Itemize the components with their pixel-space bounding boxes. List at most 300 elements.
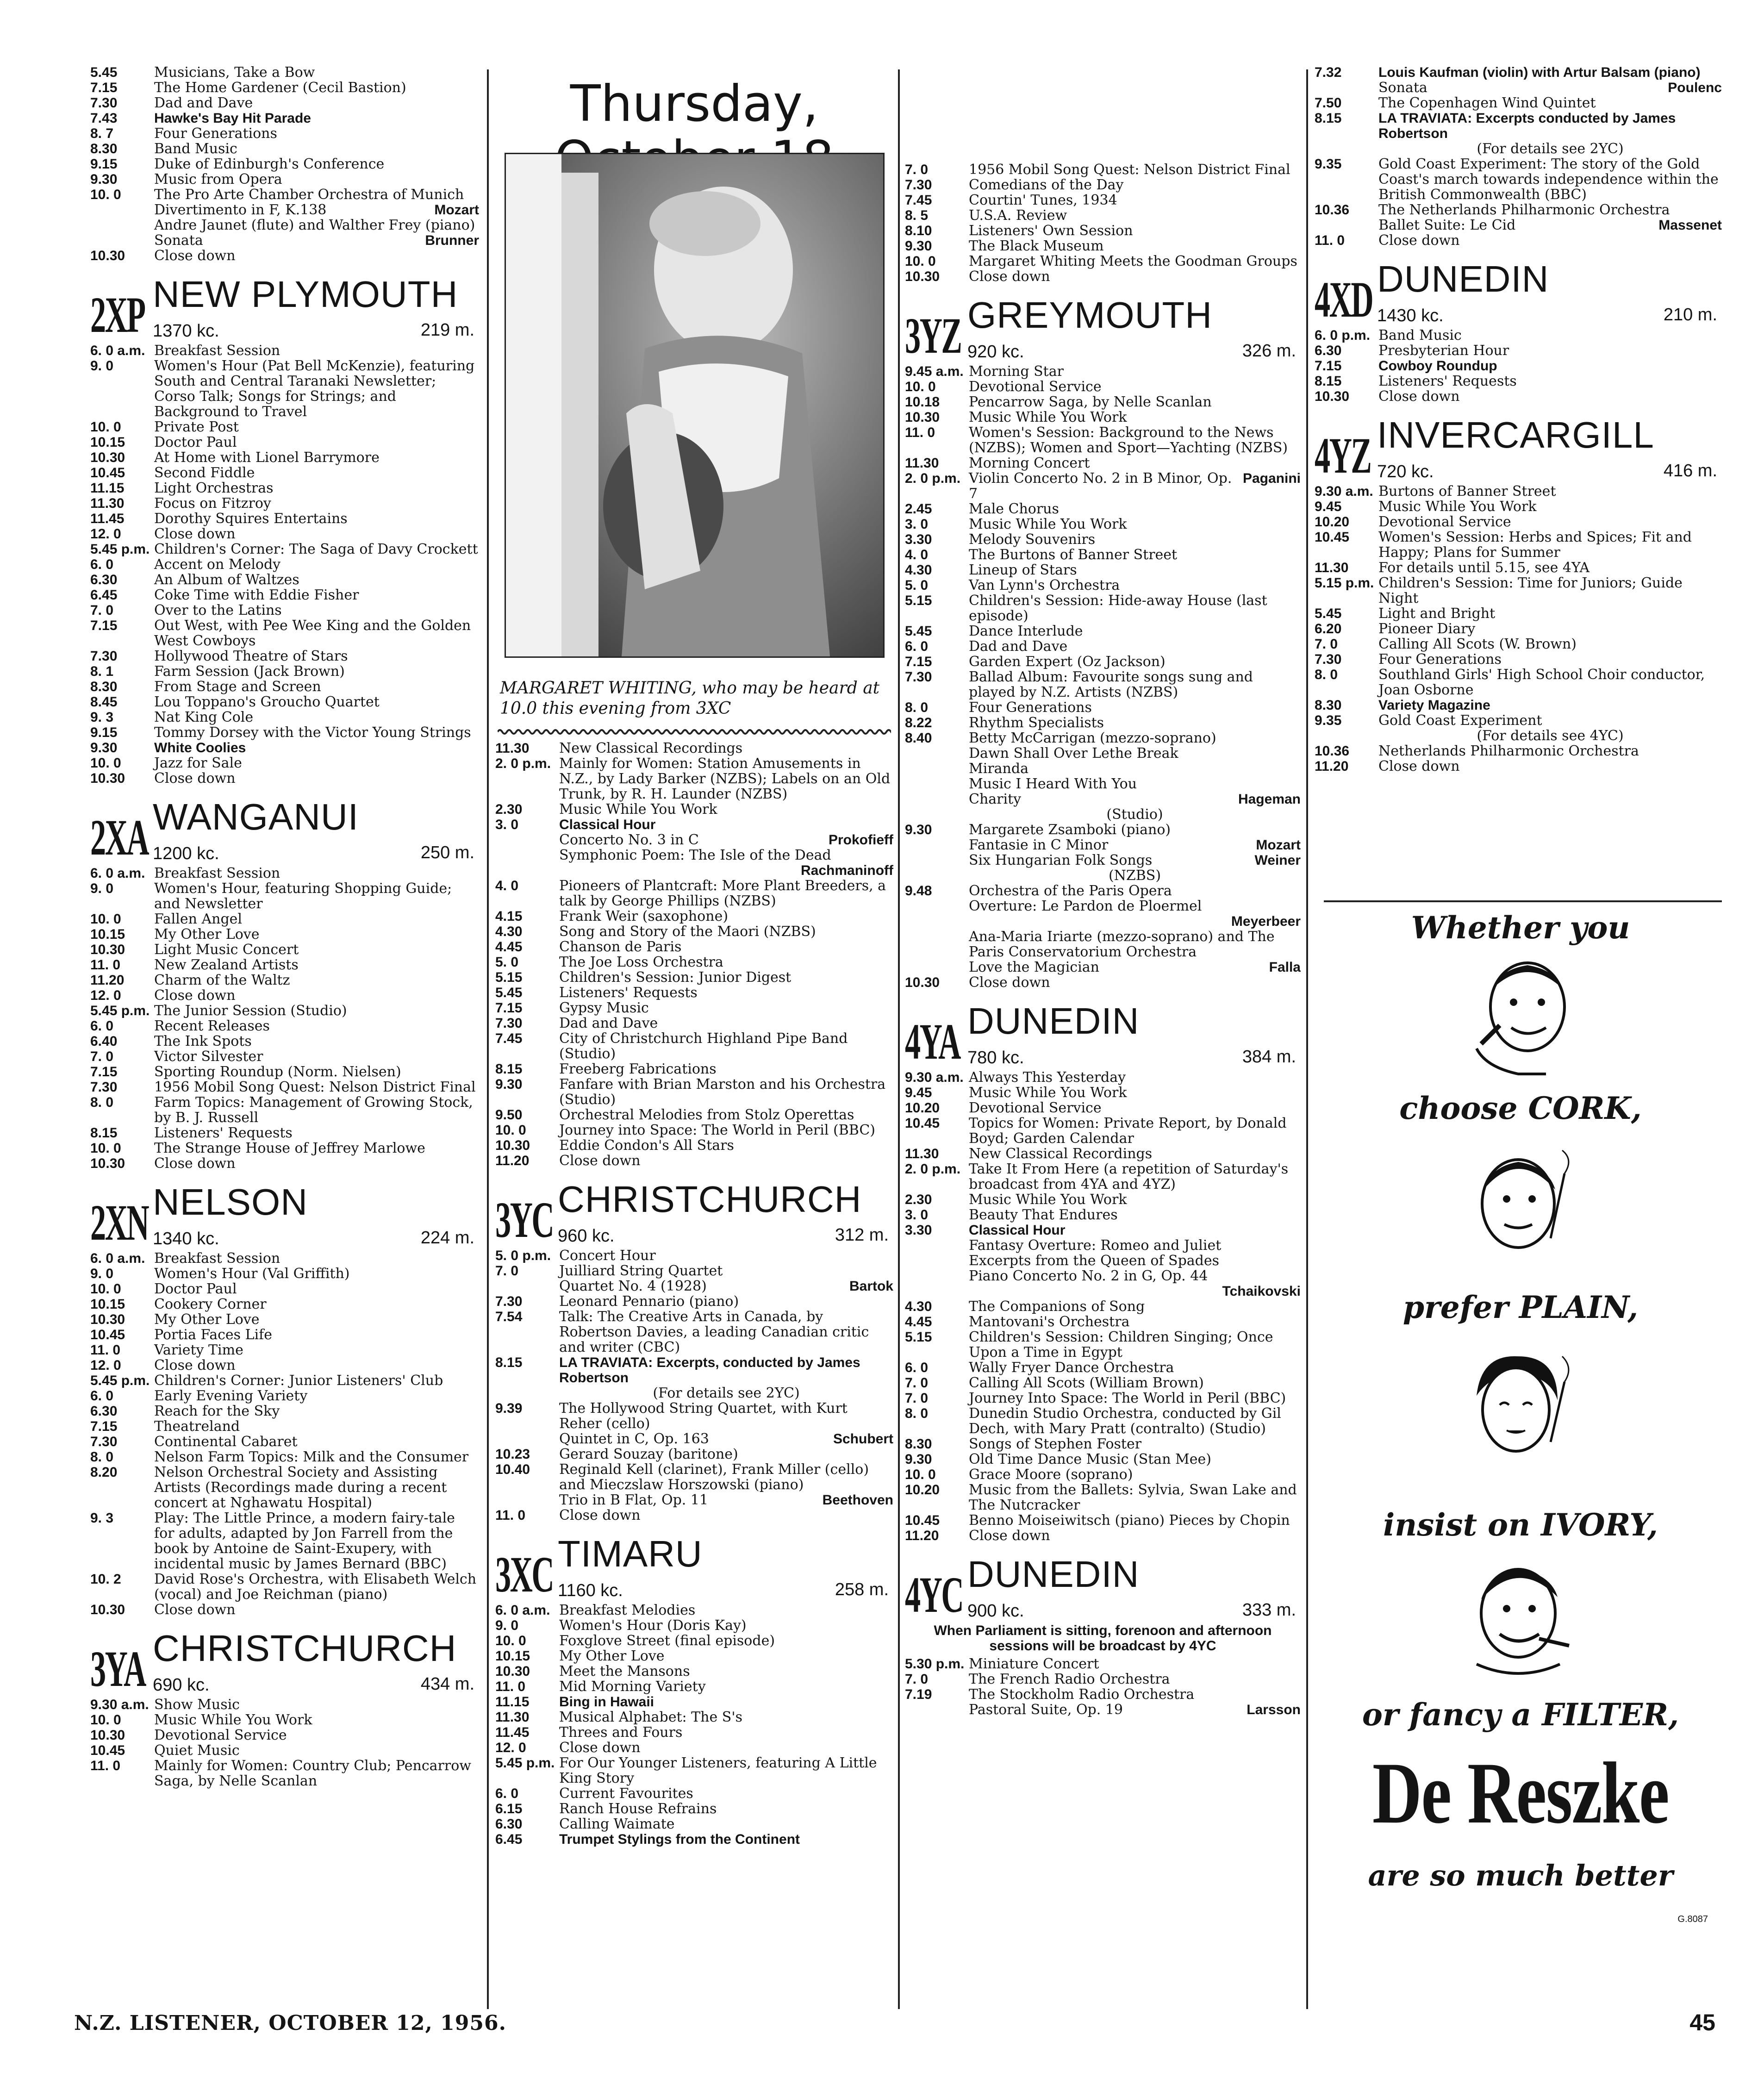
program-row [90, 572, 479, 587]
program-row [495, 817, 893, 832]
station-header-4ya [905, 998, 1301, 1070]
program-row [495, 909, 893, 924]
station-name: GREYMOUTH [967, 294, 1212, 336]
program-row [495, 1710, 893, 1725]
program-row [905, 578, 1301, 593]
program-title: Dad and Dave [154, 95, 253, 111]
program-list [90, 1251, 479, 1617]
program-row [905, 471, 1301, 501]
program-row [90, 1388, 479, 1404]
program-list [1315, 484, 1722, 774]
program-title: Women's Hour (Val Griffith) [154, 1266, 350, 1282]
program-time: 10.45 [90, 1327, 125, 1342]
program-time: 10.20 [905, 1482, 940, 1498]
program-time: 12. 0 [90, 988, 121, 1003]
program-row [1315, 606, 1722, 621]
program-row [905, 1656, 1301, 1672]
program-row [90, 694, 479, 710]
station-callsign: 4YC [905, 1567, 963, 1623]
program-title: Journey Into Space: The World in Peril (BBC) [969, 1390, 1286, 1406]
composer-name: Tchaikovski [1222, 1284, 1301, 1299]
program-time: 10.30 [905, 975, 940, 990]
program-row [495, 970, 893, 985]
program-title: Close down [1378, 758, 1460, 774]
program-title: My Other Love [559, 1648, 665, 1664]
program-title: Fanfare with Brian Marston and his Orchestra (Studio) [559, 1076, 886, 1108]
program-time: 4.45 [495, 939, 523, 955]
program-title: Morning Star [969, 363, 1064, 380]
program-time: 8.15 [495, 1061, 523, 1077]
program-list [1315, 65, 1722, 248]
program-title: Garden Expert (Oz Jackson) [969, 654, 1166, 670]
program-row [1315, 499, 1722, 514]
program-row [90, 557, 479, 572]
station-name: NELSON [153, 1181, 308, 1223]
program-time: 10.30 [495, 1138, 530, 1153]
composer-name: Paganini [1242, 471, 1301, 486]
program-time: 8. 0 [905, 1406, 929, 1421]
parliament-notice: When Parliament is sitting, forenoon and afternoon sessions will be broadcast by 4YC [934, 1623, 1272, 1654]
program-time: 6. 0 a.m. [90, 1251, 145, 1266]
program-title: Victor Silvester [154, 1048, 263, 1065]
program-title: Andre Jaunet (flute) and Walther Frey (piano) [154, 217, 475, 233]
program-row [90, 988, 479, 1003]
program-title: Juilliard String Quartet [559, 1263, 723, 1279]
station-frequency: 1340 kc. [153, 1229, 219, 1248]
program-title: The Home Gardener (Cecil Bastion) [154, 80, 406, 96]
program-row [905, 223, 1301, 238]
program-row [90, 1510, 479, 1572]
program-row [90, 1434, 479, 1449]
program-title: Breakfast Session [154, 343, 280, 359]
program-title: Concert Hour [559, 1248, 656, 1264]
composer-name: Mozart [434, 202, 479, 218]
page-title: Thursday, [570, 75, 819, 133]
program-title: Fallen Angel [154, 911, 243, 927]
program-row [90, 1697, 479, 1712]
program-time: 10.30 [1315, 389, 1350, 404]
program-title: Gold Coast Experiment: The story of the Gold Coast's march towards independence within the British Commonwealth (BBC) [1378, 156, 1719, 203]
program-title: Old Time Dance Music (Stan Mee) [969, 1451, 1211, 1467]
program-title: Breakfast Session [154, 865, 280, 881]
program-row [905, 238, 1301, 254]
program-title: Songs of Stephen Foster [969, 1436, 1142, 1452]
program-title: Cookery Corner [154, 1296, 267, 1312]
program-row [1315, 374, 1722, 389]
program-title: Nelson Farm Topics: Milk and the Consumer [154, 1449, 469, 1465]
program-time: 10.15 [495, 1648, 530, 1664]
program-title: Overture: Le Pardon de Ploermel [969, 898, 1202, 914]
program-time: 10.30 [90, 1156, 125, 1171]
program-title: Light Music Concert [154, 942, 299, 958]
program-row [1315, 514, 1722, 530]
program-row [495, 1664, 893, 1679]
program-time: 2.45 [905, 501, 932, 517]
program-time: 5.45 p.m. [90, 542, 150, 557]
program-title: Benno Moiseiwitsch (piano) Pieces by Chopin [969, 1512, 1290, 1529]
program-title: Mainly for Women: Station Amusements in N.Z., by Lady Barker (NZBS); Labels on an Old Trunk, by R. H. Launder (NZBS) [559, 755, 891, 802]
program-title: LA TRAVIATA: Excerpts, conducted by James Robertson [559, 1355, 860, 1386]
program-title: Ballad Album: Favourite songs sung and played by N.Z. Artists (NZBS) [969, 669, 1253, 700]
program-row [905, 208, 1301, 223]
program-time: 8.30 [90, 141, 118, 156]
program-time: 6.30 [1315, 343, 1342, 358]
program-title: Lou Toppano's Groucho Quartet [154, 694, 380, 710]
program-time: 9. 3 [90, 1510, 114, 1526]
program-row [1315, 698, 1722, 713]
program-time: 7. 0 [90, 1049, 114, 1064]
page-number: 45 [1689, 2010, 1715, 2035]
wavy-divider [498, 728, 891, 736]
program-time: 7.45 [905, 193, 932, 208]
program-time: 2.30 [905, 1192, 932, 1207]
program-row [90, 126, 479, 141]
program-row [905, 761, 1301, 776]
program-time: 8.15 [1315, 111, 1342, 126]
program-title: Dad and Dave [559, 1015, 658, 1031]
program-time: 11.20 [90, 973, 125, 988]
program-time: 8.40 [905, 730, 932, 746]
program-title: (For details see 2YC) [1477, 141, 1624, 157]
program-row [1315, 156, 1722, 202]
program-row [905, 1070, 1301, 1085]
program-row [495, 1447, 893, 1462]
program-time: 10.30 [495, 1664, 530, 1679]
program-title: Coke Time with Eddie Fisher [154, 587, 359, 603]
program-title: U.S.A. Review [969, 207, 1067, 224]
program-row [495, 1725, 893, 1740]
program-row [905, 1085, 1301, 1100]
program-time: 3. 0 [905, 517, 929, 532]
composer-name: Prokofieff [828, 832, 893, 848]
station-callsign: 4YA [905, 1013, 960, 1070]
program-time: 7.15 [90, 1419, 118, 1434]
ad-line-4: insist on IVORY, [1383, 1507, 1658, 1543]
program-row [905, 1672, 1301, 1687]
program-title: Presbyterian Hour [1378, 343, 1509, 359]
program-title: Doctor Paul [154, 434, 237, 450]
program-time: 10.30 [90, 248, 125, 263]
program-time: 12. 0 [90, 526, 121, 542]
program-title: Orchestral Melodies from Stolz Operettas [559, 1107, 854, 1123]
program-row [495, 1061, 893, 1077]
program-row [90, 343, 479, 358]
program-title: Musical Alphabet: The S's [559, 1709, 742, 1725]
station-wavelength: 416 m. [1663, 461, 1717, 481]
program-row [90, 881, 479, 911]
program-row [905, 425, 1301, 456]
program-title: Margarete Zsamboki (piano) [969, 822, 1171, 838]
program-time: 10.23 [495, 1447, 530, 1462]
program-time: 6. 0 p.m. [1315, 328, 1371, 343]
program-title: Children's Session: Time for Juniors; Guide Night [1378, 575, 1683, 606]
program-time: 4. 0 [495, 878, 519, 893]
program-title: Dawn Shall Over Lethe Break [969, 745, 1178, 761]
program-title: Betty McCarrigan (mezzo-soprano) [969, 730, 1216, 746]
program-title: Close down [559, 1740, 641, 1756]
program-row [90, 1327, 479, 1342]
program-row [905, 1375, 1301, 1391]
program-title: Eddie Condon's All Stars [559, 1137, 734, 1154]
program-row [1315, 111, 1722, 141]
program-time: 5. 0 p.m. [495, 1248, 551, 1263]
station-header-3yz [905, 292, 1301, 364]
program-title: Classical Hour [559, 817, 656, 832]
program-title: 1956 Mobil Song Quest: Nelson District Final [969, 162, 1290, 178]
program-title: Play: The Little Prince, a modern fairy-tale for adults, adapted by Jon Farrell from the book by Antoine de Saint-Exupery, with incidental music by James Bernard (BBC) [154, 1510, 455, 1572]
program-row [90, 111, 479, 126]
program-row [1315, 728, 1722, 743]
program-time: 10.30 [90, 942, 125, 957]
program-time: 10.20 [905, 1100, 940, 1116]
program-row [90, 649, 479, 664]
program-title: Dad and Dave [969, 638, 1068, 655]
program-row [905, 654, 1301, 669]
program-time: 5.15 [495, 970, 523, 985]
program-title: Music While You Work [969, 1085, 1127, 1101]
station-name: NEW PLYMOUTH [153, 274, 458, 315]
program-time: 9.45 [1315, 499, 1342, 514]
program-time: 7.15 [1315, 358, 1342, 374]
program-title: Excerpts from the Queen of Spades [969, 1253, 1220, 1269]
program-time: 11. 0 [90, 1342, 121, 1358]
program-row [90, 1156, 479, 1171]
program-row [495, 802, 893, 817]
station-wavelength: 210 m. [1663, 305, 1717, 325]
program-title: Rhythm Specialists [969, 715, 1104, 731]
column-rule [1306, 69, 1308, 2009]
portrait-image [506, 154, 883, 656]
composer-name: Falla [1269, 960, 1301, 975]
program-title: Lineup of Stars [969, 562, 1077, 578]
program-title: Pastoral Suite, Op. 19 [969, 1702, 1123, 1718]
program-row [90, 740, 479, 755]
program-title: Journey into Space: The World in Peril (BBC) [559, 1122, 875, 1138]
program-row [90, 1251, 479, 1266]
program-time: 10.30 [90, 1312, 125, 1327]
program-row [1315, 328, 1722, 343]
program-row [90, 1358, 479, 1373]
program-row [905, 1100, 1301, 1116]
program-row [905, 177, 1301, 193]
program-time: 11.20 [495, 1153, 530, 1168]
program-row [905, 914, 1301, 929]
program-row [495, 1801, 893, 1816]
program-title: Sonata [1378, 80, 1427, 96]
program-time: 10.30 [90, 450, 125, 465]
program-title: Burtons of Banner Street [1378, 483, 1556, 499]
program-time: 5.45 [90, 65, 118, 80]
program-time: 8.15 [495, 1355, 523, 1370]
program-row [905, 1687, 1301, 1702]
program-list [905, 1656, 1301, 1717]
program-time: 7.30 [495, 1016, 523, 1031]
program-time: 6.40 [90, 1034, 118, 1049]
program-row [90, 156, 479, 172]
program-title: Devotional Service [969, 379, 1102, 395]
station-frequency: 920 kc. [967, 342, 1024, 362]
program-title: Second Fiddle [154, 465, 255, 481]
program-row [90, 1018, 479, 1034]
program-row [90, 1080, 479, 1095]
program-title: Close down [154, 987, 236, 1004]
program-time: 7.54 [495, 1309, 523, 1324]
program-title: Concerto No. 3 in C [559, 832, 699, 848]
smoking-woman-icon [1458, 1345, 1574, 1470]
program-time: 10.30 [905, 269, 940, 284]
program-title: Symphonic Poem: The Isle of the Dead [559, 847, 831, 863]
program-row [905, 1299, 1301, 1314]
program-row [90, 618, 479, 649]
program-title: Dance Interlude [969, 623, 1083, 639]
program-time: 9.30 [905, 238, 932, 254]
program-time: 7.15 [495, 1000, 523, 1016]
program-row [1315, 667, 1722, 698]
program-row [495, 1138, 893, 1153]
program-row [1315, 218, 1722, 233]
program-row [1315, 141, 1722, 156]
program-time: 7. 0 [495, 1263, 519, 1279]
ad-line-2: choose CORK, [1399, 1090, 1642, 1126]
program-list [1315, 328, 1722, 404]
station-name: WANGANUI [153, 796, 359, 837]
program-title: Van Lynn's Orchestra [969, 577, 1120, 593]
program-time: 8. 0 [90, 1449, 114, 1465]
program-row [90, 419, 479, 435]
program-row [495, 756, 893, 802]
ad-line-3: prefer PLAIN, [1402, 1289, 1639, 1325]
program-time: 7.43 [90, 111, 118, 126]
station-name: INVERCARGILL [1377, 414, 1654, 456]
program-time: 4. 0 [905, 547, 929, 562]
smoking-man-icon [1467, 951, 1583, 1076]
program-row [1315, 713, 1722, 728]
program-title: LA TRAVIATA: Excerpts conducted by James Robertson [1378, 111, 1676, 141]
program-time: 7.15 [90, 1064, 118, 1080]
program-time: 9.48 [905, 883, 932, 899]
program-row [495, 1431, 893, 1447]
program-row [905, 1406, 1301, 1436]
station-callsign: 3YC [495, 1192, 554, 1248]
program-row [905, 1513, 1301, 1528]
program-row [905, 269, 1301, 284]
program-title: (Studio) [1106, 806, 1163, 823]
composer-name: Massenet [1658, 218, 1722, 233]
program-title: Pioneers of Plantcraft: More Plant Breeders, a talk by George Phillips (NZBS) [559, 878, 886, 909]
program-time: 6.30 [90, 1404, 118, 1419]
program-row [495, 1355, 893, 1386]
program-row [905, 1467, 1301, 1482]
program-title: The Hollywood String Quartet, with Kurt Reher (cello) [559, 1400, 848, 1432]
program-title: Wally Fryer Dance Orchestra [969, 1360, 1174, 1376]
program-time: 9.30 [90, 740, 118, 755]
program-title: Close down [154, 1602, 236, 1618]
program-title: Mid Morning Variety [559, 1679, 706, 1695]
program-time: 7.30 [90, 95, 118, 111]
program-row [495, 1679, 893, 1694]
program-title: Sporting Roundup (Norm. Nielsen) [154, 1064, 401, 1080]
program-time: 2. 0 p.m. [905, 471, 961, 486]
program-title: Calling All Scots (W. Brown) [1378, 636, 1577, 652]
station-header-4yc [905, 1551, 1301, 1623]
station-wavelength: 384 m. [1242, 1047, 1296, 1067]
program-time: 10.30 [90, 771, 125, 786]
program-row [90, 465, 479, 481]
station-callsign: 3YA [90, 1641, 145, 1697]
column-rule [898, 69, 900, 2009]
program-time: 7.30 [905, 177, 932, 193]
composer-name: Hageman [1238, 792, 1301, 807]
program-title: Breakfast Session [154, 1250, 280, 1267]
program-list [495, 741, 893, 1168]
program-row [905, 1238, 1301, 1253]
ad-line-1: Whether you [1411, 910, 1630, 946]
station-wavelength: 326 m. [1242, 341, 1296, 361]
station-frequency: 1430 kc. [1377, 306, 1444, 325]
program-time: 11.45 [90, 511, 125, 526]
program-row [905, 669, 1301, 700]
program-title: Beauty That Endures [969, 1207, 1118, 1223]
program-row [495, 1401, 893, 1431]
program-row [90, 1342, 479, 1358]
program-title: Classical Hour [969, 1223, 1066, 1238]
program-list [495, 1248, 893, 1523]
program-title: Courtin' Tunes, 1934 [969, 192, 1117, 208]
program-row [90, 187, 479, 202]
composer-name: Schubert [833, 1431, 893, 1447]
program-title: New Classical Recordings [969, 1146, 1153, 1162]
program-title: Music I Heard With You [969, 776, 1137, 792]
program-row [495, 1248, 893, 1263]
program-row [495, 1386, 893, 1401]
program-title: Light and Bright [1378, 605, 1496, 622]
program-row [905, 562, 1301, 578]
station-name: DUNEDIN [967, 1000, 1140, 1042]
program-time: 4.45 [905, 1314, 932, 1329]
program-row [90, 587, 479, 603]
program-row [90, 957, 479, 973]
program-title: Dorothy Squires Entertains [154, 511, 348, 527]
program-title: Comedians of the Day [969, 177, 1124, 193]
program-row [1315, 560, 1722, 575]
program-time: 4.30 [495, 924, 523, 939]
program-title: Meet the Mansons [559, 1663, 690, 1679]
program-row [905, 1146, 1301, 1161]
program-time: 7. 0 [905, 162, 929, 177]
program-time: 11. 0 [495, 1508, 526, 1523]
program-title: New Zealand Artists [154, 957, 299, 973]
program-title: Trio in B Flat, Op. 11 [559, 1492, 709, 1508]
program-title: Private Post [154, 419, 239, 435]
program-time: 6. 0 [905, 1360, 929, 1375]
program-row [90, 927, 479, 942]
program-time: 9. 0 [495, 1618, 519, 1633]
program-title: Accent on Melody [154, 556, 281, 573]
program-row [1315, 530, 1722, 560]
program-row [905, 547, 1301, 562]
program-time: 8. 0 [905, 700, 929, 715]
program-time: 9.35 [1315, 713, 1342, 728]
program-row [1315, 202, 1722, 218]
program-row [495, 1786, 893, 1801]
program-title: The French Radio Orchestra [969, 1671, 1170, 1687]
program-row [495, 1123, 893, 1138]
program-title: 1956 Mobil Song Quest: Nelson District Final [154, 1079, 476, 1095]
program-time: 10.30 [90, 1728, 125, 1743]
program-time: 8.15 [90, 1125, 118, 1141]
program-row [90, 1064, 479, 1080]
program-time: 10.45 [905, 1513, 940, 1528]
